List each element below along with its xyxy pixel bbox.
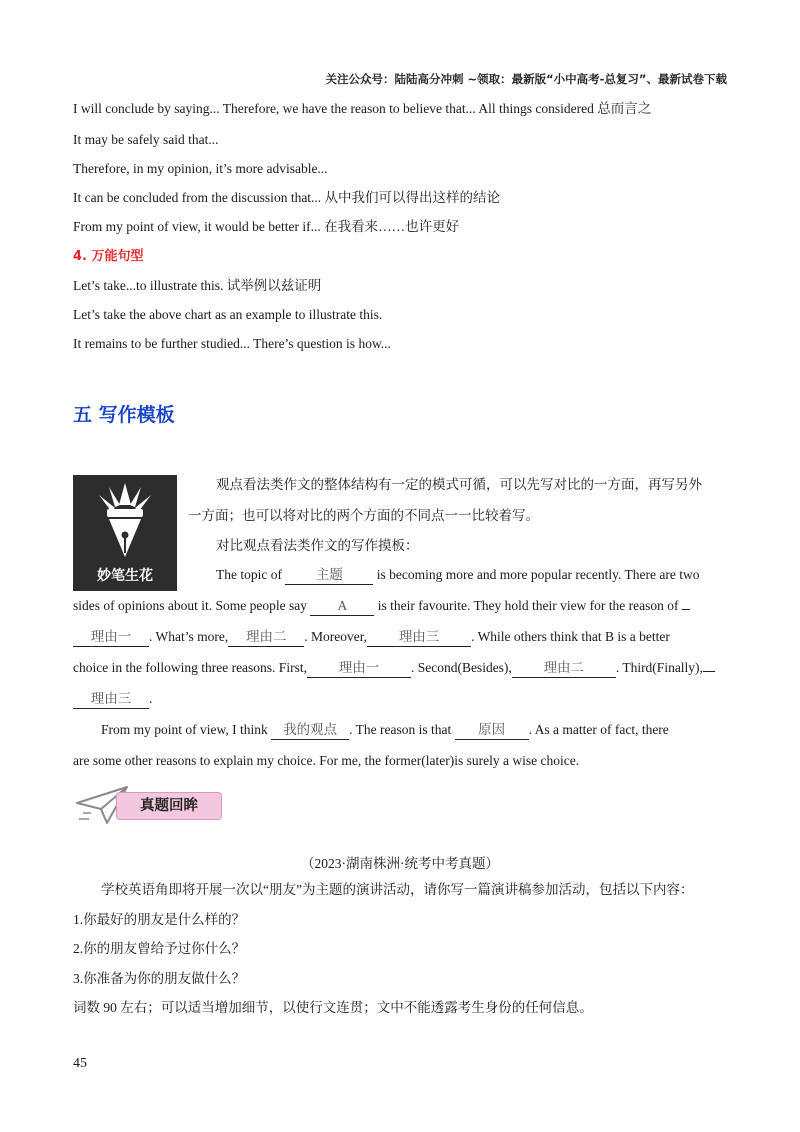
logo-caption: 妙笔生花	[97, 568, 153, 584]
blank-third: 理由三	[73, 690, 149, 709]
blank-reason-1: 理由一	[73, 628, 149, 647]
phrase-line: Let’s take the above chart as an example to illustrate this.	[73, 307, 383, 322]
exam-question: 3.你准备为你的朋友做什么？	[73, 971, 246, 986]
badge-label: 真题回眸	[116, 792, 222, 820]
blank-reason-3: 理由三	[367, 628, 471, 647]
exam-prompt: 学校英语角即将开展一次以“朋友”为主题的演讲活动，请你写一篇演讲稿参加活动，包括以下内容：	[101, 882, 694, 897]
template-line: choice in the following three reasons. First, 理由一 . Second(Besides), 理由二 . Third(Finally),	[73, 659, 715, 678]
pen-logo	[73, 475, 177, 591]
phrase-line: It can be concluded from the discussion that... 从中我们可以得出这样的结论	[73, 190, 501, 205]
exam-question: 1.你最好的朋友是什么样的？	[73, 912, 246, 927]
blank-trail	[682, 609, 690, 610]
phrase-line: It remains to be further studied... There’s question is how...	[73, 336, 391, 351]
template-line: sides of opinions about it. Some people say A is their favourite. They hold their view for the reason of	[73, 597, 690, 616]
intro-line: 对比观点看法类作文的写作摸板：	[216, 538, 419, 553]
phrase-line: Therefore, in my opinion, it’s more advisable...	[73, 161, 328, 176]
phrase-line: It may be safely said that...	[73, 132, 219, 147]
exam-requirement: 词数 90 左右；可以适当增加细节，以使行文连贯；文中不能透露考生身份的任何信息。	[73, 1000, 593, 1015]
blank-topic: 主题	[285, 566, 373, 585]
page-number: 45	[73, 1056, 87, 1071]
universal-heading: 4. 万能句型	[73, 249, 144, 264]
exam-source: （2023·湖南株洲·统考中考真题）	[301, 856, 499, 871]
exam-question: 2.你的朋友曾给予过你什么？	[73, 941, 246, 956]
blank-first: 理由一	[307, 659, 411, 678]
phrase-line: Let’s take...to illustrate this. 试举例以兹证明	[73, 278, 322, 293]
section-title: 五 写作模板	[73, 404, 175, 426]
exam-badge	[73, 783, 225, 827]
intro-line: 一方面；也可以将对比的两个方面的不同点一一比较着写。	[188, 508, 539, 523]
blank-reason-2: 理由二	[228, 628, 304, 647]
template-line: The topic of 主题 is becoming more and more popular recently. There are two	[216, 566, 700, 585]
template-line: 理由一 . What’s more, 理由二 . Moreover, 理由三 . While others think that B is a better	[73, 628, 670, 647]
fountain-pen-icon	[73, 475, 177, 565]
phrase-line: I will conclude by saying... Therefore, we have the reason to believe that... All things considered 总而言之	[73, 101, 652, 116]
phrase-line: From my point of view, it would be better if... 在我看来……也许更好	[73, 219, 460, 234]
template-line: 理由三 .	[73, 690, 152, 709]
blank-trail	[703, 671, 715, 672]
blank-reason: 原因	[455, 721, 529, 740]
blank-my-view: 我的观点	[271, 721, 349, 740]
blank-a: A	[310, 597, 374, 616]
blank-second: 理由二	[512, 659, 616, 678]
template-line: are some other reasons to explain my choice. For me, the former(later)is surely a wise choice.	[73, 753, 580, 768]
template-line: From my point of view, I think 我的观点 . The reason is that 原因 . As a matter of fact, there	[101, 721, 669, 740]
header-note: 关注公众号：陆陆高分冲刺 ~领取：最新版“小中高考-总复习”、最新试卷下载	[325, 72, 727, 86]
intro-line: 观点看法类作文的整体结构有一定的模式可循，可以先写对比的一方面，再写另外	[216, 477, 702, 492]
